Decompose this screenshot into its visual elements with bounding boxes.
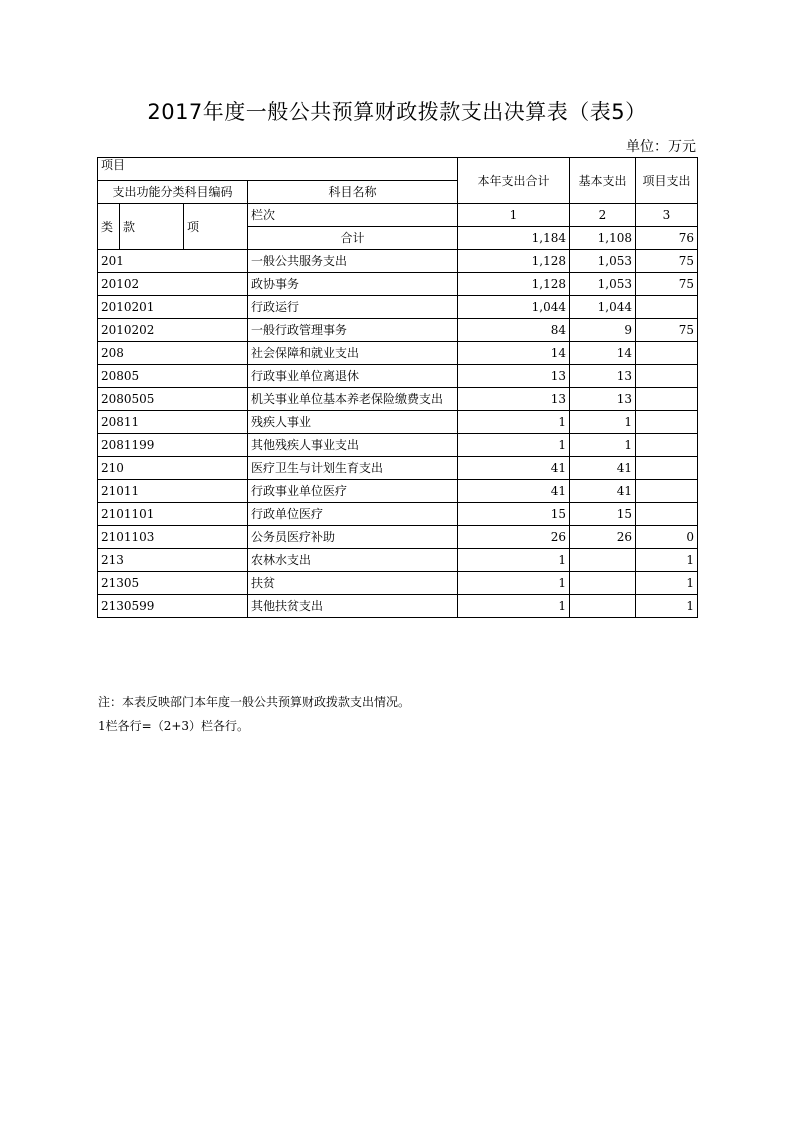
row-total: 13 bbox=[458, 388, 570, 411]
row-project bbox=[636, 503, 698, 526]
row-basic: 1,053 bbox=[570, 273, 636, 296]
row-name: 行政事业单位离退休 bbox=[248, 365, 458, 388]
table-row bbox=[98, 503, 698, 526]
row-name: 公务员医疗补助 bbox=[248, 526, 458, 549]
note-line: 1栏各行=（2+3）栏各行。 bbox=[98, 719, 250, 733]
header-lei: 类 bbox=[98, 204, 120, 250]
row-code: 2080505 bbox=[98, 388, 248, 411]
row-project bbox=[636, 480, 698, 503]
header-basic: 基本支出 bbox=[570, 158, 636, 204]
row-code: 201 bbox=[98, 250, 248, 273]
row-basic: 14 bbox=[570, 342, 636, 365]
row-name: 其他扶贫支出 bbox=[248, 595, 458, 618]
row-code: 20102 bbox=[98, 273, 248, 296]
total-total: 1,184 bbox=[458, 227, 570, 250]
row-basic: 26 bbox=[570, 526, 636, 549]
row-code: 21305 bbox=[98, 572, 248, 595]
table-row bbox=[98, 526, 698, 549]
table-row bbox=[98, 480, 698, 503]
row-basic: 15 bbox=[570, 503, 636, 526]
table-row bbox=[98, 595, 698, 618]
table-row bbox=[98, 319, 698, 342]
row-total: 26 bbox=[458, 526, 570, 549]
total-basic: 1,108 bbox=[570, 227, 636, 250]
row-name: 行政事业单位医疗 bbox=[248, 480, 458, 503]
table-row bbox=[98, 273, 698, 296]
row-basic: 9 bbox=[570, 319, 636, 342]
table-header bbox=[98, 158, 698, 250]
row-total: 1 bbox=[458, 595, 570, 618]
row-name: 扶贫 bbox=[248, 572, 458, 595]
row-name: 行政运行 bbox=[248, 296, 458, 319]
row-project bbox=[636, 388, 698, 411]
row-total: 1,128 bbox=[458, 273, 570, 296]
row-project: 75 bbox=[636, 273, 698, 296]
row-total: 1,128 bbox=[458, 250, 570, 273]
table-row bbox=[98, 342, 698, 365]
table-row bbox=[98, 411, 698, 434]
row-project bbox=[636, 434, 698, 457]
row-name: 医疗卫生与计划生育支出 bbox=[248, 457, 458, 480]
row-project: 1 bbox=[636, 595, 698, 618]
row-code: 20805 bbox=[98, 365, 248, 388]
header-name: 科目名称 bbox=[248, 181, 458, 204]
row-name: 其他残疾人事业支出 bbox=[248, 434, 458, 457]
header-code: 支出功能分类科目编码 bbox=[98, 181, 248, 204]
row-total: 14 bbox=[458, 342, 570, 365]
row-code: 2101101 bbox=[98, 503, 248, 526]
row-total: 41 bbox=[458, 457, 570, 480]
page-title: 2017年度一般公共预算财政拨款支出决算表（表5） bbox=[147, 100, 647, 124]
table-row bbox=[98, 388, 698, 411]
row-total: 84 bbox=[458, 319, 570, 342]
row-code: 21011 bbox=[98, 480, 248, 503]
row-code: 2010201 bbox=[98, 296, 248, 319]
row-code: 210 bbox=[98, 457, 248, 480]
header-column-label: 栏次 bbox=[248, 204, 458, 227]
row-total: 1,044 bbox=[458, 296, 570, 319]
header-project: 项目 bbox=[98, 158, 458, 181]
note-line: 注：本表反映部门本年度一般公共预算财政拨款支出情况。 bbox=[98, 695, 411, 709]
row-basic bbox=[570, 595, 636, 618]
row-project: 1 bbox=[636, 572, 698, 595]
row-project bbox=[636, 411, 698, 434]
row-project bbox=[636, 457, 698, 480]
row-basic: 41 bbox=[570, 457, 636, 480]
unit-label: 单位：万元 bbox=[626, 139, 696, 155]
row-project: 0 bbox=[636, 526, 698, 549]
row-name: 一般公共服务支出 bbox=[248, 250, 458, 273]
row-project bbox=[636, 342, 698, 365]
row-code: 2130599 bbox=[98, 595, 248, 618]
row-name: 农林水支出 bbox=[248, 549, 458, 572]
row-code: 2010202 bbox=[98, 319, 248, 342]
table-row bbox=[98, 296, 698, 319]
table-row bbox=[98, 572, 698, 595]
row-name: 行政单位医疗 bbox=[248, 503, 458, 526]
row-name: 机关事业单位基本养老保险缴费支出 bbox=[248, 388, 458, 411]
row-total: 1 bbox=[458, 434, 570, 457]
row-project: 75 bbox=[636, 250, 698, 273]
row-project bbox=[636, 365, 698, 388]
row-name: 一般行政管理事务 bbox=[248, 319, 458, 342]
header-col3: 3 bbox=[636, 204, 698, 227]
row-total: 1 bbox=[458, 549, 570, 572]
row-basic: 1 bbox=[570, 411, 636, 434]
header-xiang: 项 bbox=[184, 204, 248, 250]
header-project-expense: 项目支出 bbox=[636, 158, 698, 204]
total-label: 合计 bbox=[248, 227, 458, 250]
header-col1: 1 bbox=[458, 204, 570, 227]
total-project: 76 bbox=[636, 227, 698, 250]
row-basic: 13 bbox=[570, 365, 636, 388]
header-kuan: 款 bbox=[120, 204, 184, 250]
row-total: 15 bbox=[458, 503, 570, 526]
row-project: 1 bbox=[636, 549, 698, 572]
row-basic: 13 bbox=[570, 388, 636, 411]
row-name: 残疾人事业 bbox=[248, 411, 458, 434]
row-name: 政协事务 bbox=[248, 273, 458, 296]
table-row bbox=[98, 549, 698, 572]
table-row bbox=[98, 434, 698, 457]
row-code: 213 bbox=[98, 549, 248, 572]
row-code: 208 bbox=[98, 342, 248, 365]
row-basic: 41 bbox=[570, 480, 636, 503]
table-row bbox=[98, 250, 698, 273]
row-code: 2101103 bbox=[98, 526, 248, 549]
row-total: 41 bbox=[458, 480, 570, 503]
row-basic bbox=[570, 549, 636, 572]
row-basic: 1 bbox=[570, 434, 636, 457]
row-total: 1 bbox=[458, 411, 570, 434]
notes bbox=[98, 690, 410, 738]
row-basic bbox=[570, 572, 636, 595]
row-project bbox=[636, 296, 698, 319]
header-col2: 2 bbox=[570, 204, 636, 227]
table-body bbox=[98, 250, 698, 618]
row-code: 2081199 bbox=[98, 434, 248, 457]
table-row bbox=[98, 457, 698, 480]
row-basic: 1,044 bbox=[570, 296, 636, 319]
row-total: 1 bbox=[458, 572, 570, 595]
row-project: 75 bbox=[636, 319, 698, 342]
row-basic: 1,053 bbox=[570, 250, 636, 273]
row-code: 20811 bbox=[98, 411, 248, 434]
row-total: 13 bbox=[458, 365, 570, 388]
row-name: 社会保障和就业支出 bbox=[248, 342, 458, 365]
table-row bbox=[98, 365, 698, 388]
budget-table bbox=[97, 157, 698, 618]
header-total: 本年支出合计 bbox=[458, 158, 570, 204]
